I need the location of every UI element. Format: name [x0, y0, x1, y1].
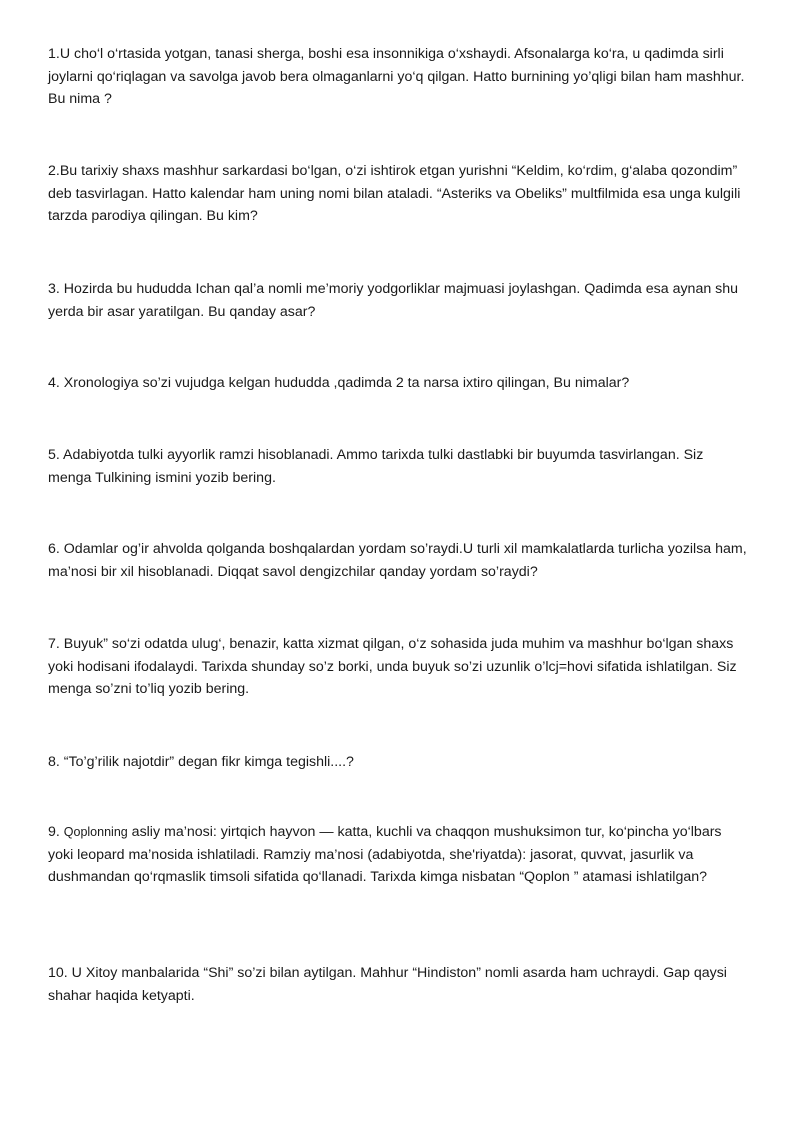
question-1: 1.U cho‘l o‘rtasida yotgan, tanasi sherga, boshi esa insonnikiga o‘xshaydi. Afsonalarga ko‘ra, u qadimda sirli joylarni qo‘riqlagan va savolga javob bera olmaganlarni yo‘q qilgan. Hatto burnining yo’qligi bilan ham mashhur. Bu nima ? [48, 46, 745, 107]
question-9-text: asliy ma’nosi: yirtqich hayvon — katta, kuchli va chaqqon mushuksimon tur, ko‘pincha yo‘lbars yoki leopard ma’nosida ishlatiladi. Ramziy ma’nosi (adabiyotda, she'riyatda): jasorat, quvvat, jasurlik va dushmandan qo‘rqmaslik timsoli sifatida qo‘llanadi. Tarixda kimga nisbatan “Qoplon ” atamasi ishlatilgan? [48, 824, 722, 885]
question-7: 7. Buyuk” so‘zi odatda ulug‘, benazir, katta xizmat qilgan, o‘z sohasida juda muhim va mashhur bo‘lgan shaxs yoki hodisani ifodalaydi. Tarixda shunday so’z borki, unda buyuk so’zi uzunlik o’lcj=hovi sifatida ishlatilgan. Siz menga so’zni to’liq yozib bering. [48, 636, 737, 697]
question-9 [48, 821, 748, 889]
question-4: 4. Xronologiya so’zi vujudga kelgan hududda ,qadimda 2 ta narsa ixtiro qilingan, Bu nimalar? [48, 375, 630, 391]
question-9-prefix: 9. [48, 824, 64, 840]
question-8: 8. “To’g’rilik najotdir” degan fikr kimga tegishli....? [48, 754, 354, 770]
question-10: 10. U Xitoy manbalarida “Shi” so’zi bilan aytilgan. Mahhur “Hindiston” nomli asarda ham uchraydi. Gap qaysi shahar haqida ketyapti. [48, 965, 727, 1004]
question-2: 2.Bu tarixiy shaxs mashhur sarkardasi bo‘lgan, o‘zi ishtirok etgan yurishni “Keldim, ko‘rdim, g‘alaba qozondim” deb tasvirlagan. Hatto kalendar ham uning nomi bilan ataladi. “Asteriks va Obeliks” multfilmida esa unga kulgili tarzda parodiya qilingan. Bu kim? [48, 163, 741, 224]
question-9-keyword: Qoplonning [63, 825, 128, 839]
question-3: 3. Hozirda bu hududda Ichan qal’a nomli me’moriy yodgorliklar majmuasi joylashgan. Qadimda esa aynan shu yerda bir asar yaratilgan. Bu qanday asar? [48, 281, 739, 320]
question-5: 5. Adabiyotda tulki ayyorlik ramzi hisoblanadi. Ammo tarixda tulki dastlabki bir buyumda tasvirlangan. Siz menga Tulkining ismini yozib bering. [48, 447, 704, 486]
question-6: 6. Odamlar og’ir ahvolda qolganda boshqalardan yordam so’raydi.U turli xil mamkalatlarda turlicha yozilsa ham, ma’nosi bir xil hisoblanadi. Diqqat savol dengizchilar qanday yordam so’raydi? [48, 541, 747, 580]
